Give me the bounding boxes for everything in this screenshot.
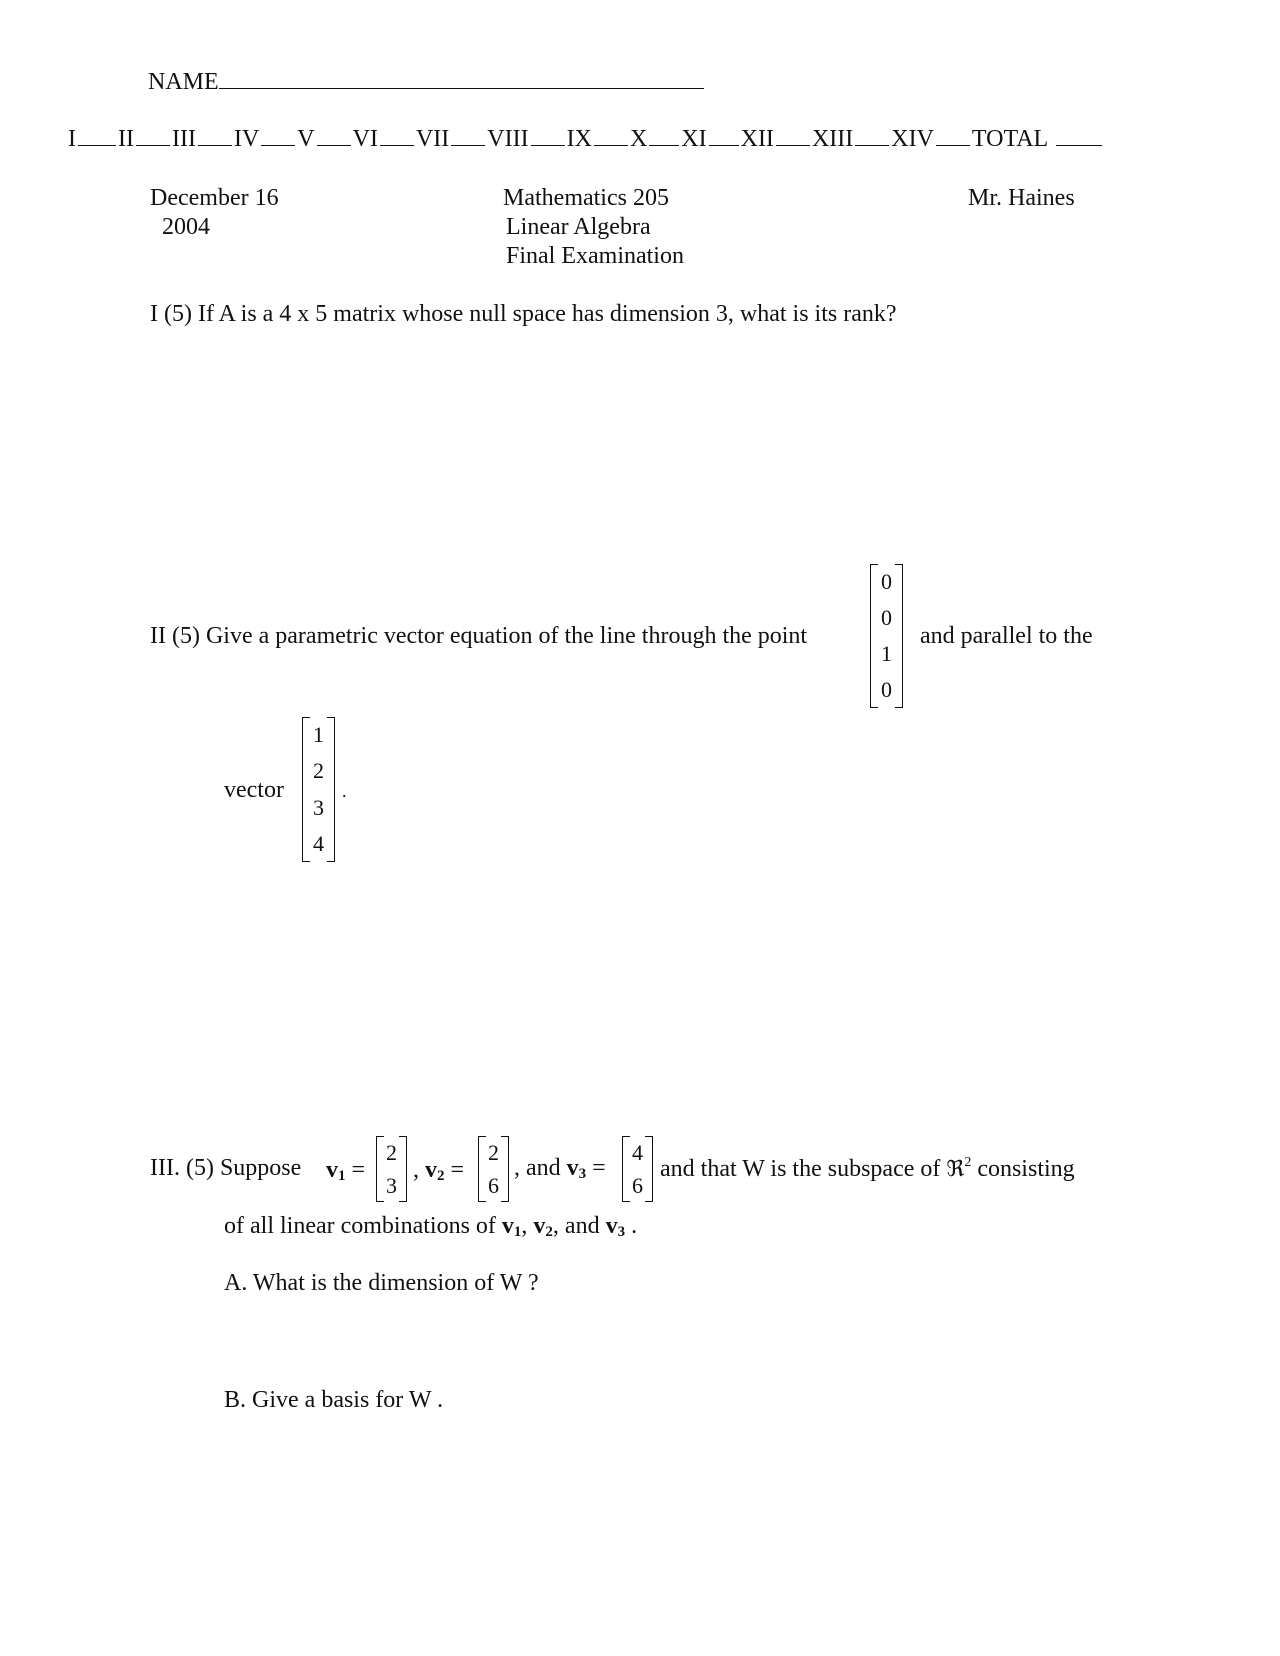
score-blank[interactable] xyxy=(649,127,679,146)
v2-entry: 6 xyxy=(488,1172,499,1198)
score-item-label: IX xyxy=(566,126,592,152)
point-entry: 1 xyxy=(881,641,892,666)
real-space-exponent: 2 xyxy=(964,1155,972,1170)
score-item-label: V xyxy=(297,126,315,152)
score-blank[interactable] xyxy=(594,127,628,146)
score-item xyxy=(487,126,566,153)
direction-vector-matrix xyxy=(302,717,335,862)
question-3-part-a: A. What is the dimension of W ? xyxy=(224,1270,539,1296)
score-blank[interactable] xyxy=(136,127,170,146)
score-item-label: IV xyxy=(233,126,260,152)
name-field[interactable] xyxy=(148,68,704,94)
score-blank[interactable] xyxy=(198,127,232,146)
score-blank[interactable] xyxy=(317,127,351,146)
score-blank[interactable] xyxy=(776,127,810,146)
v3-matrix xyxy=(622,1136,653,1202)
question-1: I (5) If A is a 4 x 5 matrix whose null space has dimension 3, what is its rank? xyxy=(150,301,897,327)
line2-v3-sub: 3 xyxy=(617,1224,626,1240)
score-item-label: XII xyxy=(740,126,774,152)
name-blank[interactable] xyxy=(219,68,704,89)
line2-end: . xyxy=(631,1213,638,1239)
score-blank[interactable] xyxy=(855,127,889,146)
score-item-label: XI xyxy=(681,126,707,152)
score-item-label: X xyxy=(629,126,648,152)
total-label: TOTAL xyxy=(971,126,1049,152)
vector-entry: 2 xyxy=(313,758,324,784)
line2-v3: v xyxy=(605,1213,618,1239)
v1-comma: , xyxy=(413,1157,419,1183)
question-3-continuation xyxy=(660,1156,1075,1181)
v1-entry: 2 xyxy=(386,1139,397,1165)
point-matrix xyxy=(870,564,903,708)
score-item xyxy=(297,126,352,153)
v3-entry: 6 xyxy=(632,1172,643,1198)
score-item-label: XIV xyxy=(891,126,934,152)
v3-label xyxy=(514,1156,606,1182)
v1-label xyxy=(326,1158,365,1184)
real-space-symbol: ℜ xyxy=(946,1157,965,1182)
consisting-word: consisting xyxy=(977,1156,1075,1182)
name-label: NAME xyxy=(148,69,219,95)
question-2-text: II (5) Give a parametric vector equation of the line through the point xyxy=(150,623,808,649)
line2-v2: v xyxy=(533,1213,546,1239)
vector-entry: 4 xyxy=(313,830,324,856)
exam-title: Final Examination xyxy=(506,243,684,269)
score-blank[interactable] xyxy=(451,127,485,146)
course-title: Linear Algebra xyxy=(506,214,651,240)
point-entry: 0 xyxy=(881,677,892,702)
v1-matrix xyxy=(376,1136,407,1202)
score-item xyxy=(741,126,812,153)
v2-comma: , xyxy=(514,1155,520,1181)
question-3-prefix: III. (5) Suppose xyxy=(150,1155,302,1181)
score-item-label: I xyxy=(68,126,76,152)
score-item xyxy=(353,126,416,153)
score-blank[interactable] xyxy=(78,127,116,146)
score-item xyxy=(891,126,972,153)
total-score xyxy=(972,126,1104,153)
score-blank[interactable] xyxy=(261,127,295,146)
line2-v2-sub: 2 xyxy=(545,1224,553,1240)
period: . xyxy=(342,781,347,801)
score-blank[interactable] xyxy=(936,127,970,146)
v2-entry: 2 xyxy=(488,1139,499,1165)
v1-subscript: 1 xyxy=(338,1168,346,1184)
v3-entry: 4 xyxy=(632,1139,643,1165)
question-3-part-b: B. Give a basis for W . xyxy=(224,1387,444,1413)
score-item-label: VII xyxy=(415,126,450,152)
and-word: and xyxy=(526,1155,561,1181)
instructor-name: Mr. Haines xyxy=(968,185,1075,211)
v3-symbol: v xyxy=(566,1155,579,1181)
v2-equals: = xyxy=(450,1157,465,1183)
v1-symbol: v xyxy=(326,1157,338,1183)
exam-date: December 16 xyxy=(150,185,279,211)
v3-subscript: 3 xyxy=(578,1166,587,1182)
score-item xyxy=(68,126,118,153)
score-blank[interactable] xyxy=(380,127,414,146)
v3-equals: = xyxy=(592,1155,606,1181)
score-item xyxy=(118,126,172,153)
subspace-text: and that W is the subspace of xyxy=(660,1156,941,1182)
point-entry: 0 xyxy=(881,569,892,594)
question-3-line-2 xyxy=(224,1214,637,1240)
v2-matrix xyxy=(478,1136,509,1202)
score-item xyxy=(172,126,234,153)
score-item xyxy=(681,126,740,153)
line2-v1-sub: 1 xyxy=(513,1224,522,1240)
score-item-label: XIII xyxy=(811,126,854,152)
v1-entry: 3 xyxy=(386,1172,397,1198)
line2-sep1: , xyxy=(521,1213,528,1239)
point-entry: 0 xyxy=(881,605,892,630)
v2-symbol: v xyxy=(425,1157,437,1183)
score-item xyxy=(416,126,487,153)
total-blank[interactable] xyxy=(1056,127,1102,146)
linear-combinations-text: of all linear combinations of xyxy=(224,1213,496,1239)
score-item xyxy=(630,126,681,153)
score-item xyxy=(567,126,630,153)
v1-equals: = xyxy=(351,1157,366,1183)
v2-label xyxy=(413,1158,464,1184)
score-item-label: III xyxy=(171,126,196,152)
score-item xyxy=(234,126,297,153)
score-item-label: II xyxy=(118,126,134,152)
score-item-label: VI xyxy=(352,126,378,152)
vector-entry: 1 xyxy=(313,722,324,748)
score-blank[interactable] xyxy=(531,127,565,146)
score-item-label: VIII xyxy=(487,126,529,152)
line2-v1: v xyxy=(501,1213,514,1239)
score-item xyxy=(812,126,891,153)
exam-year: 2004 xyxy=(162,214,210,240)
score-row xyxy=(68,126,1104,153)
line2-sep2: , and xyxy=(552,1213,600,1239)
question-2-continuation: and parallel to the xyxy=(920,623,1093,649)
v2-subscript: 2 xyxy=(437,1168,445,1184)
course-number: Mathematics 205 xyxy=(503,185,669,211)
vector-entry: 3 xyxy=(313,794,324,820)
score-blank[interactable] xyxy=(709,127,739,146)
vector-label: vector xyxy=(224,777,284,803)
